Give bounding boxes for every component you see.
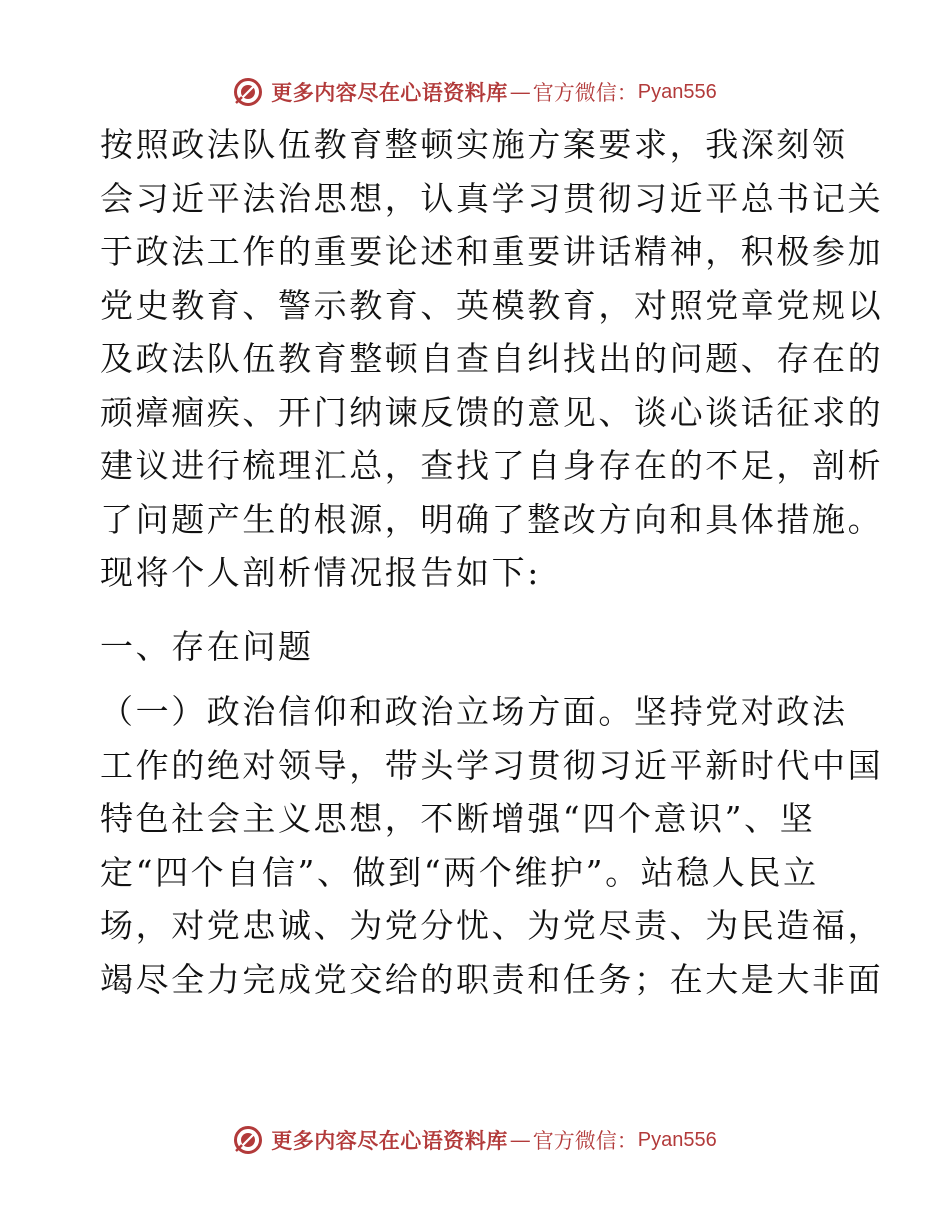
document-body [100, 118, 884, 1006]
watermark-brand-text: 更多内容尽在心语资料库 [271, 80, 508, 105]
watermark-brand-text: 更多内容尽在心语资料库 [271, 1128, 508, 1153]
intro-line: 会习近平法治思想，认真学习贯彻习近平总书记关 [100, 178, 884, 218]
subsection-line: 定“四个自信”、做到“两个维护”。站稳人民立 [100, 852, 819, 892]
intro-line: 建议进行梳理汇总，查找了自身存在的不足，剖析 [100, 446, 884, 485]
watermark-separator: — [509, 80, 531, 104]
intro-line: 顽瘴痼疾、开门纳谏反馈的意见、谈心谈话征求的 [100, 392, 884, 432]
section-heading: 一、存在问题 [100, 626, 314, 666]
subsection-line: 特色社会主义思想，不断增强“四个意识”、坚 [100, 799, 816, 838]
seal-logo-icon [233, 1125, 263, 1155]
watermark-account-label: 官方微信： [532, 1129, 638, 1153]
intro-line: 及政法队伍教育整顿自查自纠找出的问题、存在的 [100, 339, 884, 378]
subsection-line: 竭尽全力完成党交给的职责和任务；在大是大非面 [100, 959, 884, 999]
intro-line: 现将个人剖析情况报告如下: [100, 553, 541, 592]
intro-line: 于政法工作的重要论述和重要讲话精神，积极参加 [100, 232, 884, 271]
watermark-banner-bottom [0, 1120, 950, 1160]
watermark-account-id: Pyan556 [637, 1128, 717, 1151]
watermark-account-label: 官方微信： [532, 81, 638, 105]
subsection-line: 场，对党忠诚、为党分忧、为党尽责、为民造福， [100, 906, 884, 945]
subsection-line: （一）政治信仰和政治立场方面。坚持党对政法 [100, 692, 848, 731]
seal-logo-icon [233, 77, 263, 107]
intro-line: 党史教育、警示教育、英模教育，对照党章党规以 [100, 285, 884, 325]
watermark-account-id: Pyan556 [637, 80, 717, 103]
watermark-banner-top [0, 72, 950, 112]
intro-line: 了问题产生的根源，明确了整改方向和具体措施。 [100, 499, 884, 539]
watermark-separator: — [509, 1128, 531, 1152]
subsection-line: 工作的绝对领导，带头学习贯彻习近平新时代中国 [100, 745, 884, 785]
intro-line: 按照政法队伍教育整顿实施方案要求，我深刻领 [100, 125, 848, 164]
